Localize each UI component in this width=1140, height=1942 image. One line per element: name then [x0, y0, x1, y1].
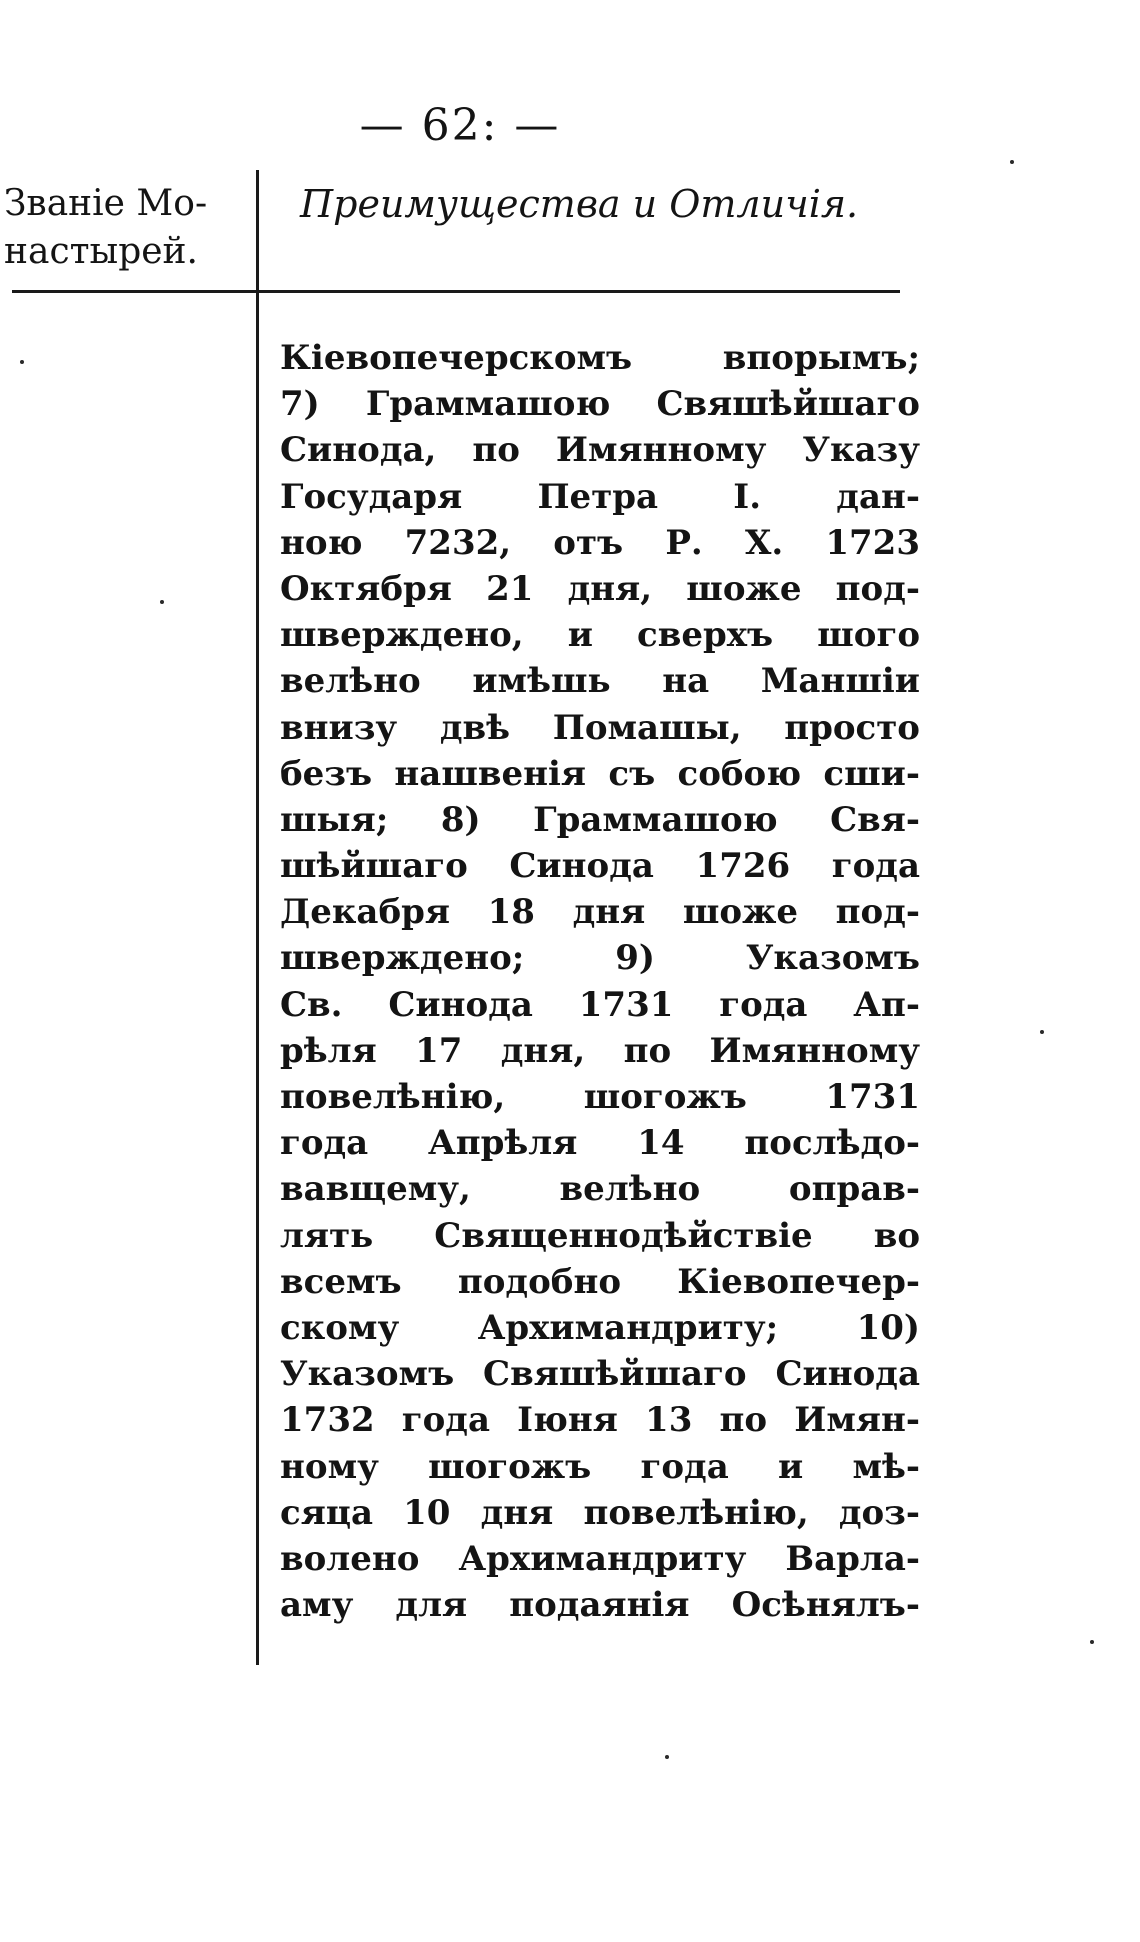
text-line: 7) Граммашою Свяшѣйшаго	[280, 384, 920, 425]
text-line: волено Архимандриту Варла-	[280, 1538, 920, 1579]
scan-speck	[20, 360, 24, 364]
text-line: Государя Петра I. дан-	[280, 476, 920, 517]
text-line: аму для подаянія Осѣнялъ-	[280, 1585, 920, 1626]
header-rule	[12, 290, 900, 293]
text-line: ною 7232, отъ Р. Х. 1723	[280, 522, 920, 563]
text-line: Кіевопечерскомъ впорымъ;	[280, 338, 920, 378]
scan-speck	[1090, 1640, 1094, 1644]
right-column-header: Преимущества и Отличія.	[300, 182, 859, 226]
text-line: безъ нашвенія съ собою сши-	[280, 753, 920, 794]
text-line: шверждено; 9) Указомъ	[280, 938, 920, 979]
text-line: сяца 10 дня повелѣнію, доз-	[280, 1492, 920, 1533]
left-header-line: Званіе Мо-	[4, 183, 208, 224]
text-line: ному шогожъ года и мѣ-	[280, 1446, 920, 1487]
text-line: Указомъ Свяшѣйшаго Синода	[280, 1354, 920, 1395]
text-line: шѣйшаго Синода 1726 года	[280, 846, 920, 887]
text-line: Синода, по Имянному Указу	[280, 430, 920, 471]
body-text	[280, 335, 920, 1628]
text-line: всемъ подобно Кіевопечер-	[280, 1261, 920, 1302]
scan-speck	[1010, 160, 1014, 164]
left-column-header	[4, 180, 254, 276]
text-line: Декабря 18 дня шоже под-	[280, 892, 920, 933]
text-line: вавщему, велѣно оправ-	[280, 1169, 920, 1210]
scan-speck	[665, 1755, 669, 1759]
text-line: года Апрѣля 14 послѣдо-	[280, 1123, 920, 1164]
text-line: повелѣнію, шогожъ 1731	[280, 1077, 920, 1117]
text-line: Октября 21 дня, шоже под-	[280, 568, 920, 609]
text-line: лять Священнодѣйствіе во	[280, 1215, 920, 1256]
text-line: скому Архимандриту; 10)	[280, 1307, 920, 1348]
column-divider	[256, 170, 259, 1665]
text-line: рѣля 17 дня, по Имянному	[280, 1030, 920, 1071]
scan-speck	[1040, 1030, 1044, 1034]
text-line: 1732 года Іюня 13 по Имян-	[280, 1400, 920, 1441]
page-number: — 62: —	[359, 100, 561, 151]
scan-speck	[160, 600, 164, 604]
text-line: внизу двѣ Помашы, просто	[280, 707, 920, 748]
text-line: велѣно имѣшь на Маншіи	[280, 661, 920, 702]
text-line: шверждено, и сверхъ шого	[280, 615, 920, 656]
text-line: Св. Синода 1731 года Ап-	[280, 984, 920, 1025]
left-header-line: настырей.	[4, 231, 198, 272]
text-line: шыя; 8) Граммашою Свя-	[280, 799, 920, 840]
